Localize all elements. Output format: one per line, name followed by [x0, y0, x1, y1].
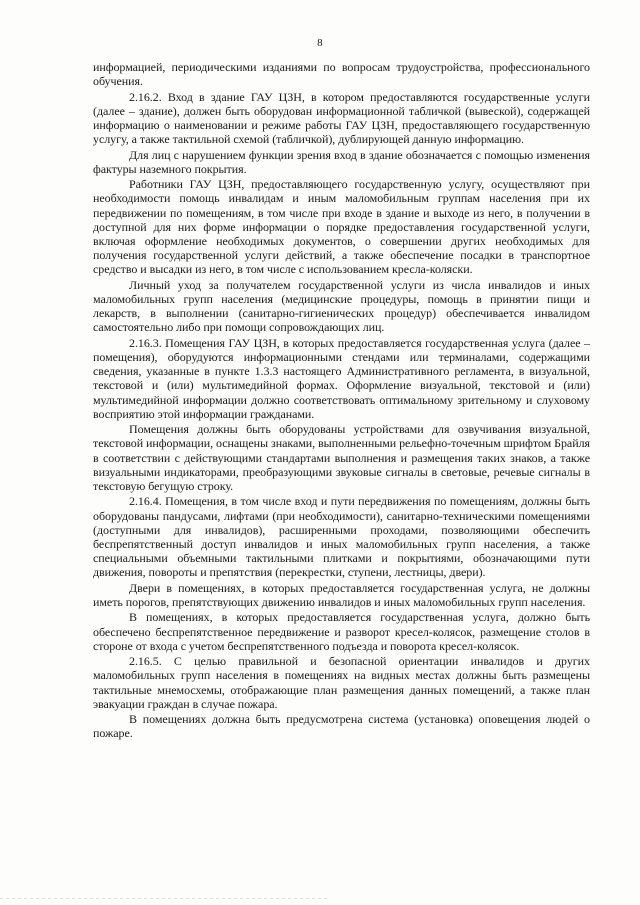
paragraph-vision-impaired-entrance: Для лиц с нарушением функции зрения вход в здание обозначается с помощью изменения фактуры наземного покрытия. [93, 147, 590, 176]
paragraph-fire-alarm: В помещениях должна быть предусмотрена система (установка) оповещения людей о пожаре. [93, 712, 590, 741]
paragraph-braille-equipment: Помещения должны быть оборудованы устройствами для озвучивания визуальной, текстовой информации, оснащены знаками, выполненными рельефно-точечным шрифтом Брайля в соответствии с действующими стандартами выполнения и размещения таких знаков, а также визуальными индикаторами, преобразующими звуковые сигналы в световые, речевые сигналы в текстовую бегущую строку. [93, 422, 590, 494]
page-number: 8 [317, 37, 323, 49]
paragraph-2-16-3: 2.16.3. Помещения ГАУ ЦЗН, в которых предоставляется государственная услуга (далее – помещения), оборудуются информационными стендами или терминалами, содержащими сведения, указанные в пункте 1.3.3 настоящего Административного регламента, в визуальной, текстовой и (или) мультимедийной формах. Оформление визуальной, текстовой и (или) мультимедийной информации должно соответствовать оптимальному зрительному и слуховому восприятию этой информации гражданами. [93, 335, 590, 421]
paragraph-doors: Двери в помещениях, в которых предоставляется государственная услуга, не должны иметь порогов, препятствующих движению инвалидов и иных маломобильных групп населения. [93, 580, 590, 610]
paragraph-personal-care: Личный уход за получателем государственной услуги из числа инвалидов и иных маломобильных групп населения (медицинские процедуры, помощь в принятии пищи и лекарств, в выполнении (санитарно-гигиенических процедур) обеспечивается инвалидом самостоятельно либо при помощи сопровождающих лиц. [93, 277, 590, 335]
paragraph-2-16-4: 2.16.4. Помещения, в том числе вход и пути передвижения по помещениям, должны быть оборудованы пандусами, лифтами (при необходимости), санитарно-техническими помещениями (доступными для инвалидов), расширенными проходами, позволяющими обеспечить беспрепятственный доступ инвалидов и иных маломобильных групп населения, а также специальными объемными тактильными плитками и покрытиями, обозначающими пути движения, повороты и препятствия (перекрестки, ступени, лестницы, двери). [93, 494, 590, 580]
paragraph-continuation: информацией, периодическими изданиями по вопросам трудоустройства, профессионального обучения. [93, 60, 590, 89]
paragraph-wheelchair-movement: В помещениях, в которых предоставляется государственная услуга, должно быть обеспечено беспрепятственное передвижение и разворот кресел-колясок, размещение столов в стороне от входа с учетом беспрепятственного подъезда и поворота кресел-колясок. [93, 610, 590, 653]
paragraph-2-16-2: 2.16.2. Вход в здание ГАУ ЦЗН, в котором предоставляются государственные услуги (далее – здание), должен быть оборудован информационной табличкой (вывеской), содержащей информацию о наименовании и режиме работы ГАУ ЦЗН, предоставляющего государственную услугу, а также тактильной схемой (табличкой), дублирующей данную информацию. [93, 89, 590, 147]
body-text [93, 60, 590, 742]
paragraph-staff-assistance: Работники ГАУ ЦЗН, предоставляющего государственную услугу, осуществляют при необходимости помощь инвалидам и иным маломобильным группам населения при их передвижении по помещениям, в том числе при входе в здание и выходе из него, в получении в доступной для них форме информации о порядке предоставления государственной услуги, включая оформление необходимых документов, о совершении других необходимых для получения государственной услуги действий, а также обеспечение посадки в транспортное средство и высадки из него, в том числе с использованием кресла-коляски. [93, 177, 590, 277]
scan-edge-artifact [0, 898, 330, 899]
paragraph-2-16-5: 2.16.5. С целью правильной и безопасной ориентации инвалидов и других маломобильных групп населения в помещениях на видных местах должны быть размещены тактильные мнемосхемы, отображающие план размещения данных помещений, а также план эвакуации граждан в случае пожара. [93, 654, 590, 711]
